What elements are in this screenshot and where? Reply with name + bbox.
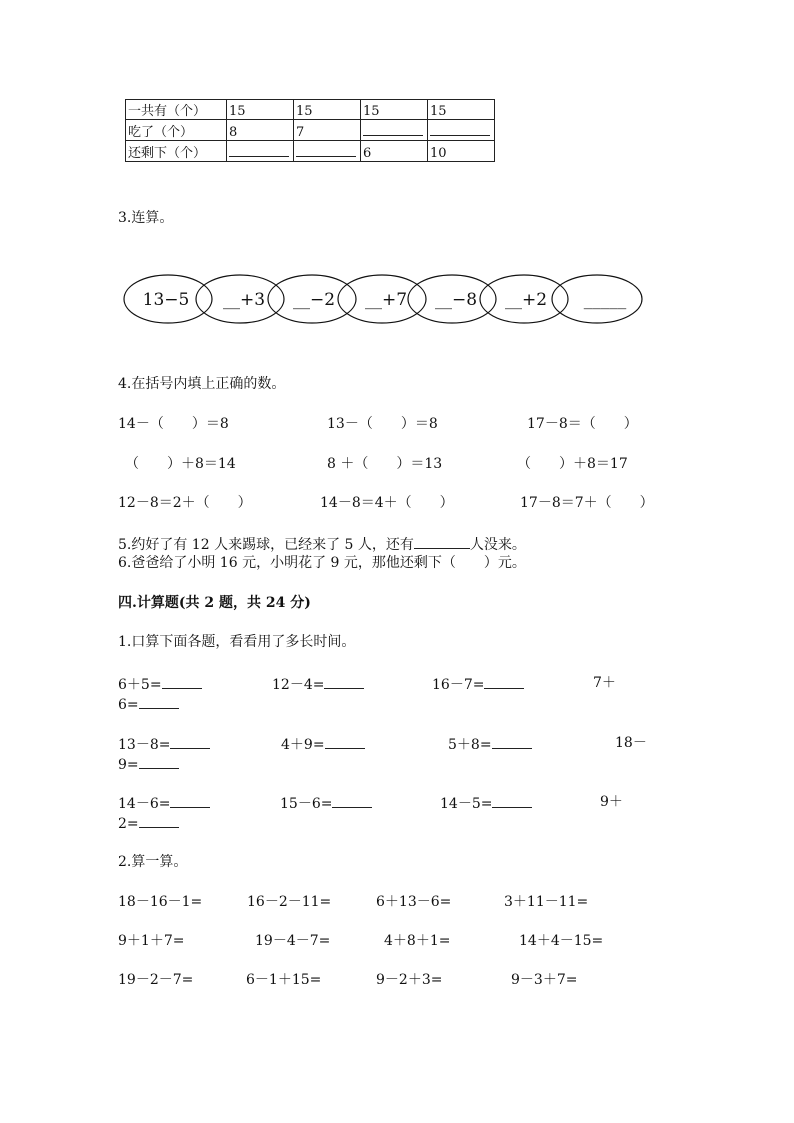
quantity-table <box>125 99 495 162</box>
table-cell: 7 <box>294 120 361 141</box>
answer-blank[interactable] <box>170 734 210 749</box>
answer-blank[interactable] <box>430 120 490 136</box>
mixed-calc-item: 9－3＋7= <box>511 972 578 988</box>
table-row <box>126 100 495 120</box>
answer-blank[interactable] <box>139 694 179 709</box>
fill-bracket-item: 12－8＝2＋（ ） <box>118 495 252 511</box>
oral-calc-item <box>118 694 179 714</box>
oral-calc-item <box>118 754 179 774</box>
mixed-calc-item: 14＋4－15= <box>519 933 604 949</box>
fill-bracket-item: 17－8＝7＋（ ） <box>520 495 654 511</box>
oral-calc-expression: 5＋8= <box>448 737 492 753</box>
mixed-calc-item: 6－1＋15= <box>246 972 322 988</box>
fill-bracket-item: 14－（ ）＝8 <box>118 416 229 432</box>
oral-calc-item <box>118 674 202 694</box>
answer-blank[interactable] <box>296 141 356 157</box>
mixed-calc-item: 16－2－11= <box>247 894 332 910</box>
fill-bracket-item: 13－（ ）＝8 <box>327 416 438 432</box>
mixed-calc-item: 3＋11－11= <box>504 894 589 910</box>
oral-calc-item <box>118 734 210 754</box>
oral-calc-expression-wrapped: 7＋ <box>593 675 616 691</box>
oral-calc-item <box>440 793 532 813</box>
oral-calc-expression: 2= <box>118 816 139 832</box>
row-label: 还剩下（个） <box>126 141 227 162</box>
answer-blank[interactable] <box>324 674 364 689</box>
oral-calc-expression: 15－6= <box>280 796 333 812</box>
answer-blank-cell[interactable] <box>294 141 361 162</box>
row-label: 吃了（个） <box>126 120 227 141</box>
oral-calc-expression: 14－5= <box>440 796 493 812</box>
answer-blank[interactable] <box>492 734 532 749</box>
oral-calc-expression: 6= <box>118 697 139 713</box>
answer-blank-cell[interactable] <box>227 141 294 162</box>
answer-blank[interactable] <box>162 674 202 689</box>
table-row <box>126 141 495 162</box>
table-cell: 15 <box>361 100 428 120</box>
calc-2-title: 2.算一算。 <box>118 854 188 870</box>
oral-calc-expression-wrapped: 18－ <box>615 735 647 751</box>
answer-blank[interactable] <box>363 120 423 136</box>
oral-calc-expression: 12－4= <box>272 677 325 693</box>
chain-step: __+7 <box>364 290 408 310</box>
question-4-title: 4.在括号内填上正确的数。 <box>118 376 286 392</box>
mixed-calc-item: 18－16－1= <box>118 894 203 910</box>
table-cell: 10 <box>428 141 495 162</box>
oral-calc-expression-wrapped: 9＋ <box>600 794 623 810</box>
question-3-title: 3.连算。 <box>118 210 174 226</box>
oral-calc-item <box>432 674 524 694</box>
oral-calc-item <box>272 674 364 694</box>
chain-start: 13−5 <box>142 290 190 310</box>
oral-calc-expression: 14－6= <box>118 796 171 812</box>
fill-bracket-item: （ ）＋8＝17 <box>517 456 628 472</box>
mixed-calc-item: 9－2＋3= <box>376 972 443 988</box>
question-5-text: 5.约好了有 12 人来踢球，已经来了 5 人，还有 <box>118 537 414 553</box>
answer-blank[interactable] <box>332 793 372 808</box>
oral-calc-expression: 6＋5= <box>118 677 162 693</box>
answer-blank[interactable] <box>484 674 524 689</box>
section-4-title: 四.计算题(共 2 题，共 24 分) <box>118 595 311 611</box>
mixed-calc-item: 19－2－7= <box>118 972 194 988</box>
calc-1-title: 1.口算下面各题，看看用了多长时间。 <box>118 634 356 650</box>
question-5-suffix: 人没来。 <box>469 537 526 553</box>
mixed-calc-item: 9＋1＋7= <box>118 933 185 949</box>
answer-blank[interactable] <box>492 793 532 808</box>
question-5 <box>118 534 526 554</box>
chain-step: __−2 <box>292 290 336 310</box>
chain-step: __+2 <box>504 290 548 310</box>
table-cell: 8 <box>227 120 294 141</box>
mixed-calc-item: 19－4－7= <box>255 933 331 949</box>
table-cell: 15 <box>227 100 294 120</box>
table-cell: 6 <box>361 141 428 162</box>
oral-calc-expression: 16－7= <box>432 677 485 693</box>
answer-blank-cell[interactable] <box>428 120 495 141</box>
chain-result: _____ <box>583 290 627 310</box>
oral-calc-expression: 13－8= <box>118 737 171 753</box>
answer-blank[interactable] <box>229 141 289 157</box>
table-row <box>126 120 495 141</box>
answer-blank[interactable] <box>139 813 179 828</box>
chain-step: __+3 <box>222 290 266 310</box>
fill-bracket-item: （ ）＋8＝14 <box>125 456 236 472</box>
oral-calc-expression: 9= <box>118 757 139 773</box>
oral-calc-item <box>280 793 372 813</box>
oral-calc-expression: 4＋9= <box>281 737 325 753</box>
mixed-calc-item: 4＋8＋1= <box>384 933 451 949</box>
row-label: 一共有（个） <box>126 100 227 120</box>
oral-calc-item <box>448 734 532 754</box>
question-6: 6.爸爸给了小明 16 元，小明花了 9 元，那他还剩下（ ）元。 <box>118 555 526 571</box>
answer-blank-cell[interactable] <box>361 120 428 141</box>
answer-blank[interactable] <box>170 793 210 808</box>
chain-step: __−8 <box>434 290 478 310</box>
answer-blank[interactable] <box>414 534 470 549</box>
fill-bracket-item: 17－8＝（ ） <box>527 416 638 432</box>
answer-blank[interactable] <box>139 754 179 769</box>
oral-calc-item <box>118 813 179 833</box>
answer-blank[interactable] <box>325 734 365 749</box>
chain-calculation-diagram <box>120 270 650 330</box>
oral-calc-item <box>118 793 210 813</box>
table-cell: 15 <box>428 100 495 120</box>
fill-bracket-item: 14－8＝4＋（ ） <box>320 495 454 511</box>
fill-bracket-item: 8 ＋（ ）＝13 <box>327 456 443 472</box>
mixed-calc-item: 6＋13－6= <box>376 894 452 910</box>
oral-calc-item <box>281 734 365 754</box>
table-cell: 15 <box>294 100 361 120</box>
